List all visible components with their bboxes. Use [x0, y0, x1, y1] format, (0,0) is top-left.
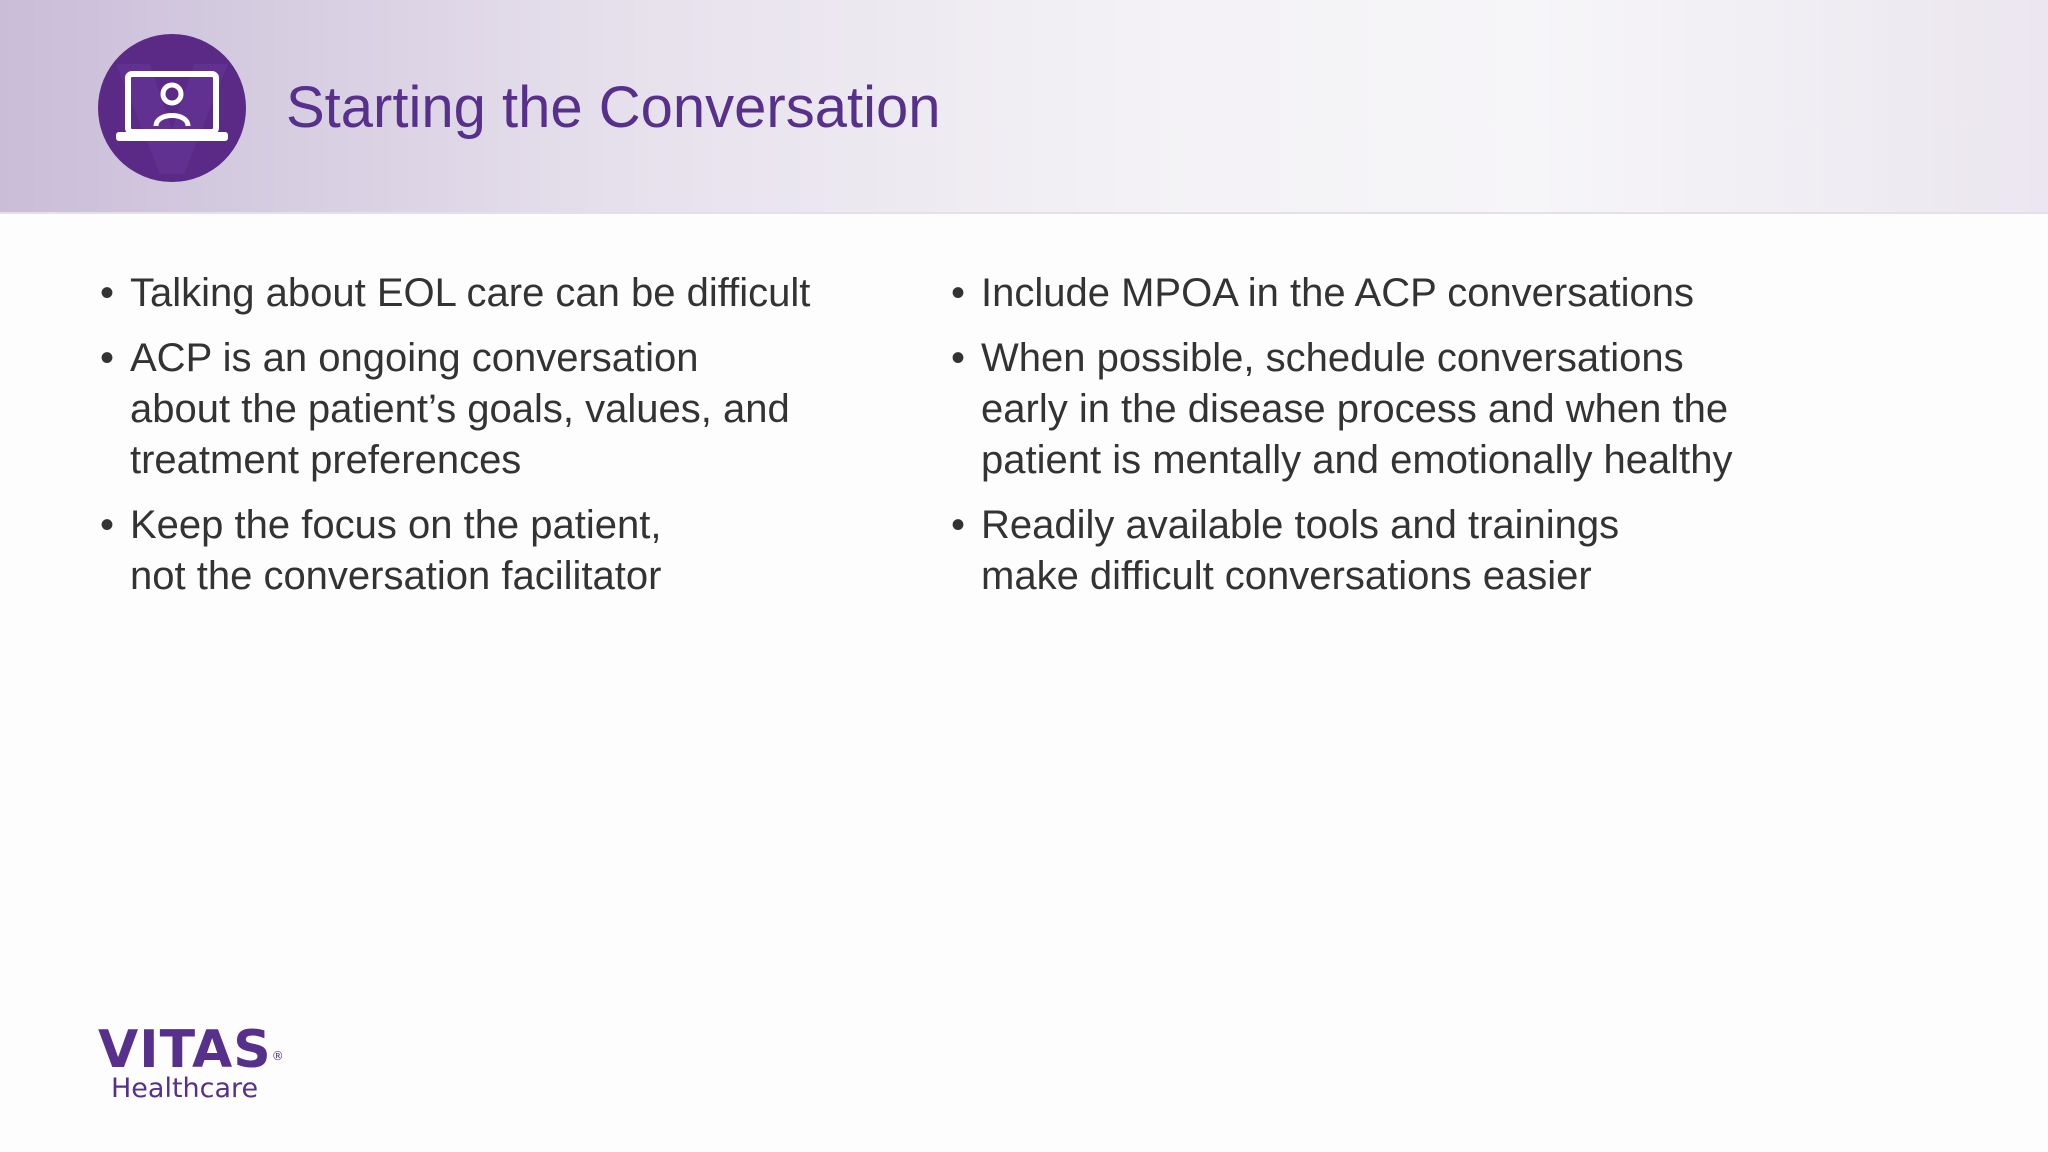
bullet-item: • Talking about EOL care can be difficult: [100, 268, 900, 319]
left-bullet-list: [100, 268, 900, 616]
vitas-logo: [98, 1022, 285, 1104]
logo-subtitle: Healthcare: [111, 1073, 259, 1104]
bullet-item: • Include MPOA in the ACP conversations: [951, 268, 1851, 319]
bullet-item: • Keep the focus on the patient, not the conversation facilitator: [100, 500, 900, 602]
right-bullet-list: [951, 268, 1851, 616]
bullet-item: • When possible, schedule conversations early in the disease process and when the patient is mentally and emotionally healthy: [951, 333, 1851, 486]
bullet-item: • Readily available tools and trainings make difficult conversations easier: [951, 500, 1851, 602]
logo-wordmark: [98, 1022, 285, 1078]
logo-brand: VITAS: [98, 1020, 272, 1080]
laptop-person-icon: [98, 34, 246, 182]
bullet-item: • ACP is an ongoing conversation about the patient’s goals, values, and treatment preferences: [100, 333, 900, 486]
trademark-symbol: ®: [271, 1049, 285, 1063]
slide-title: Starting the Conversation: [286, 75, 941, 140]
